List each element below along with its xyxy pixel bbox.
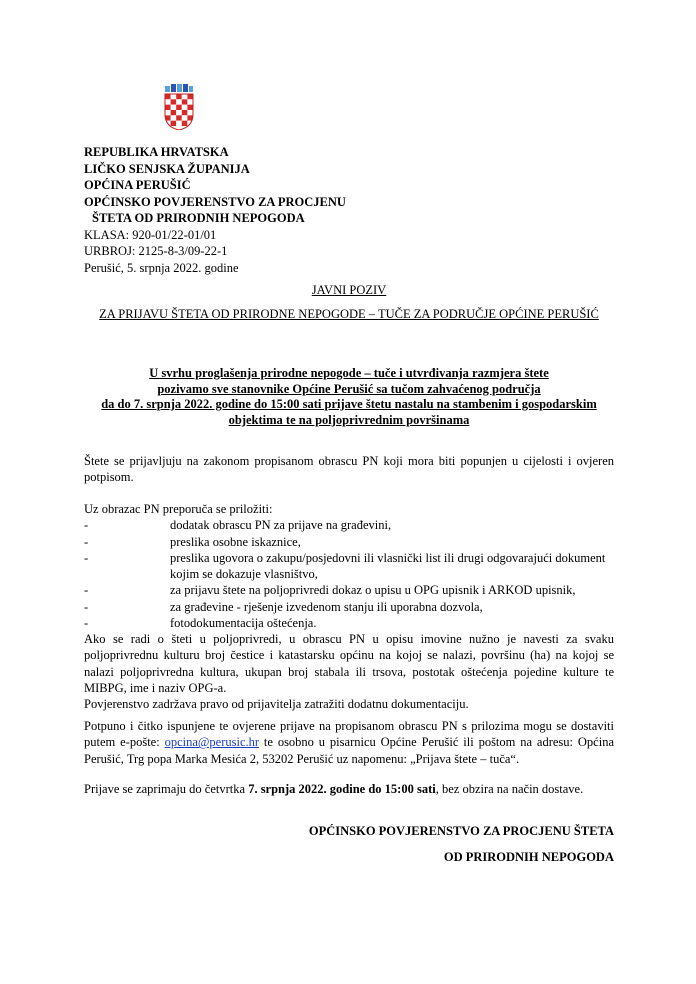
intro-notice	[84, 366, 614, 428]
submission-text: Potpuno i čitko ispunjene te ovjerene prijave na propisanom obrascu PN s prilozima mogu se dostaviti putem e-pošte:	[84, 719, 614, 750]
submission-address: te osobno u pisarnicu Općine Perušić ili poštom na adresu: Općina Perušić, Trg popa Marka Mesića 2, 53202 Perušić uz napomenu: „Prijava štete – tuča“.	[84, 735, 614, 766]
paragraph-agriculture	[84, 631, 614, 712]
croatian-coat-of-arms-icon	[164, 84, 194, 130]
paragraph-additional-docs: Povjerenstvo zadržava pravo od prijavitelja zatražiti dodatnu dokumentaciju.	[84, 697, 469, 712]
list-item: - preslika osobne iskaznice,	[84, 534, 301, 549]
header-line-municipality: OPĆINA PERUŠIĆ	[84, 178, 191, 192]
page-title: JAVNI POZIV	[311, 283, 387, 297]
urbroj: URBROJ: 2125-8-3/09-22-1	[84, 244, 228, 258]
header-line-committee-2: ŠTETA OD PRIRODNIH NEPOGODA	[92, 211, 305, 225]
list-intro: Uz obrazac PN preporuča se priložiti:	[84, 502, 273, 516]
deadline-text-end: , bez obzira na način dostave.	[435, 782, 584, 796]
header-line-county: LIČKO SENJSKA ŽUPANIJA	[84, 161, 250, 176]
list-item: - za građevine - rješenje izvedenom stanju ili uporabna dozvola,	[84, 599, 483, 614]
signature-line-1: OPĆINSKO POVJERENSTVO ZA PROCJENU ŠTETA	[308, 824, 614, 838]
paragraph-deadline	[84, 781, 614, 797]
list-item: - fotodokumentacija oštećenja.	[84, 616, 317, 631]
intro-line: pozivamo sve stanovnike Općine Perušić sa tučom zahvaćenog područja	[157, 381, 541, 396]
list-item: - preslika ugovora o zakupu/posjedovni ili vlasnički list ili drugi odgovarajući dokument kojim se dokazuje vlasništvo,	[84, 550, 606, 582]
deadline-date: 7. srpnja 2022. godine do 15:00 sati	[248, 782, 436, 796]
list-item: - za prijavu štete na poljoprivredi dokaz o upisu u OPG upisnik i ARKOD upisnik,	[84, 583, 576, 598]
document-date: Perušić, 5. srpnja 2022. godine	[84, 260, 239, 275]
email-link[interactable]: opcina@perusic.hr	[164, 735, 260, 750]
paragraph-agriculture-text: Ako se radi o šteti u poljoprivredi, u obrascu PN u opisu imovine nužno je navesti za svaku poljoprivrednu kulturu broj čestice i katastarsku općinu na kojoj se nalazi, površinu (ha) na kojoj se nalazi poljoprivredna kultura, ukupan broj stabala ili trsova, postotak oštećenja pojedine kulture te MIBPG, ime i naziv OPG-a.	[84, 632, 614, 695]
deadline-text: Prijave se zaprimaju do četvrtka	[84, 782, 249, 796]
paragraph-submission	[84, 718, 614, 767]
paragraph-form-requirement: Štete se prijavljuju na zakonom propisanom obrascu PN koji mora biti popunjen u cijelosti i ovjeren potpisom.	[84, 454, 614, 485]
header-line-republic: REPUBLIKA HRVATSKA	[84, 145, 229, 159]
document-header	[84, 144, 346, 276]
intro-line: U svrhu proglašenja prirodne nepogode – tuče i utvrđivanja razmjera štete	[149, 366, 549, 380]
list-item: - dodatak obrascu PN za prijave na građevini,	[84, 518, 392, 533]
header-line-committee: OPĆINSKO POVJERENSTVO ZA PROCJENU	[84, 194, 346, 209]
page-subtitle: ZA PRIJAVU ŠTETA OD PRIRODNE NEPOGODE – TUČE ZA PODRUČJE OPĆINE PERUŠIĆ	[99, 307, 599, 321]
attachments-list	[84, 501, 614, 631]
intro-line: objektima te na poljoprivrednim površinama	[228, 412, 470, 427]
signature-line-2: OD PRIRODNIH NEPOGODA	[443, 850, 614, 864]
intro-line: da do 7. srpnja 2022. godine do 15:00 sati prijave štetu nastalu na stambenim i gospodarskim	[101, 397, 597, 411]
klasa: KLASA: 920-01/22-01/01	[84, 227, 217, 242]
